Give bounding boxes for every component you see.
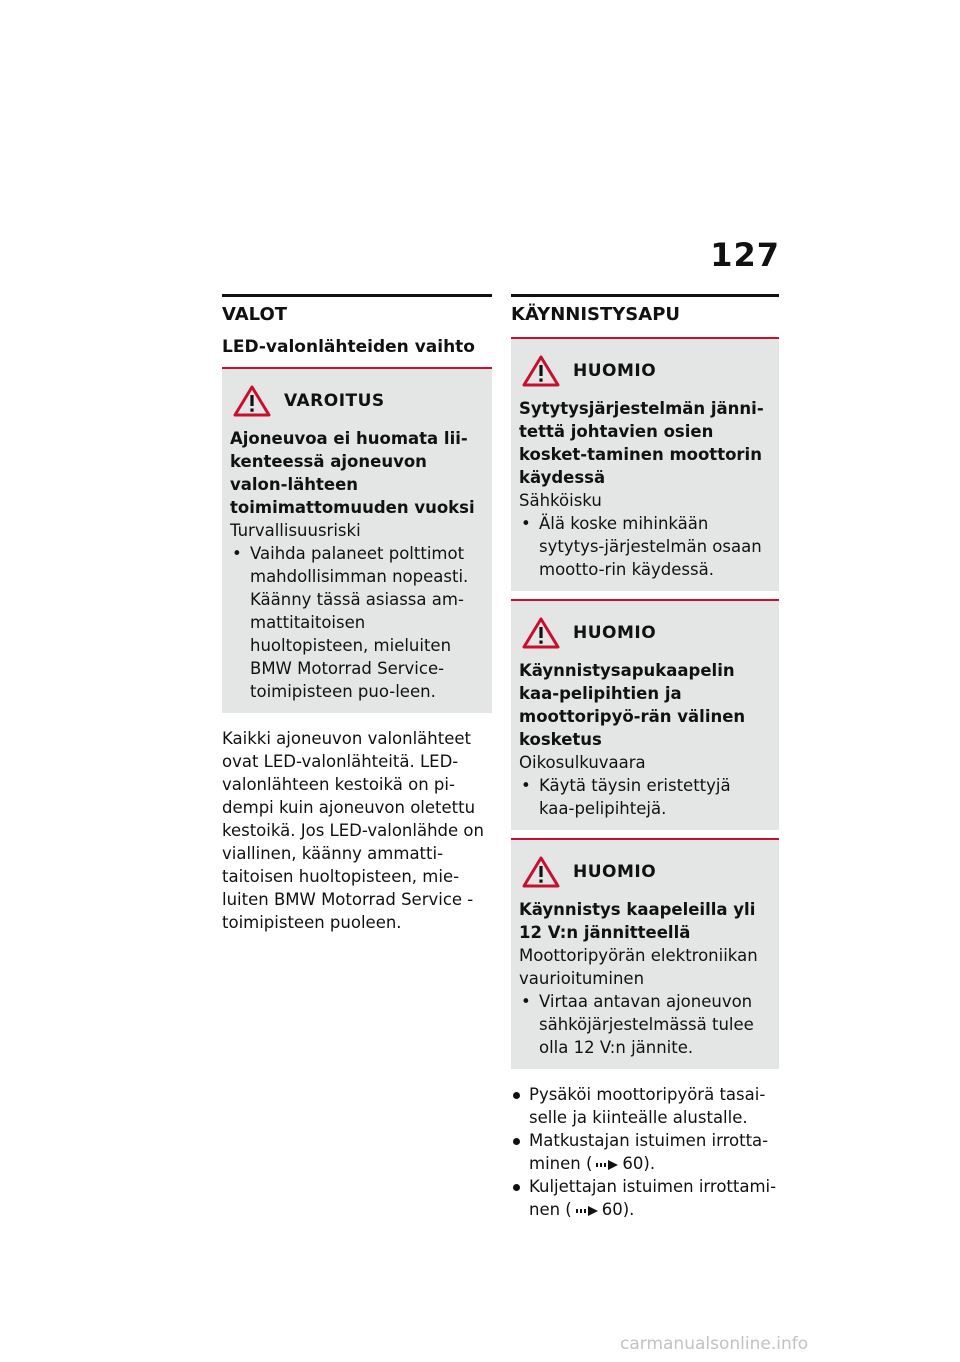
left-column bbox=[222, 294, 492, 934]
warning-label: VAROITUS bbox=[284, 391, 385, 411]
notice-label: HUOMIO bbox=[573, 623, 657, 643]
notice-box-2 bbox=[511, 599, 779, 830]
section-title-valot: VALOT bbox=[222, 304, 288, 325]
notice-header bbox=[519, 852, 771, 892]
step-text-end: ). bbox=[622, 1200, 635, 1219]
step-text: Pysäköi moottoripyörä tasai-selle ja kiinteälle alustalle. bbox=[529, 1085, 766, 1127]
notice-consequence: Sähköisku bbox=[519, 491, 602, 510]
right-column bbox=[511, 294, 779, 1221]
warning-triangle-icon bbox=[521, 855, 561, 889]
notice-label: HUOMIO bbox=[573, 361, 657, 381]
notice-actions bbox=[519, 774, 771, 820]
warning-triangle-icon bbox=[232, 384, 272, 418]
spacer bbox=[511, 591, 779, 599]
section-rule bbox=[222, 294, 492, 297]
notice-header bbox=[519, 613, 771, 653]
notice-consequence: Oikosulkuvaara bbox=[519, 753, 646, 772]
notice-header bbox=[519, 351, 771, 391]
led-info-paragraph: Kaikki ajoneuvon valonlähteet ovat LED-valonlähteitä. LED-valonlähteen kestoikä on pi-dempi kuin ajoneuvon oletettu kestoikä. Jos LED-valonlähde on viallinen, käänny ammatti-taitoisen huoltopisteen, mie-luiten BMW Motorrad Service -toimipisteen puoleen. bbox=[222, 729, 484, 932]
step-item bbox=[511, 1083, 779, 1129]
step-text: Matkustajan istuimen irrotta-minen ( bbox=[529, 1131, 769, 1173]
page-reference-arrow-icon bbox=[575, 1204, 599, 1218]
warning-header bbox=[230, 381, 484, 421]
notice-box-1 bbox=[511, 337, 779, 591]
notice-hazard: Käynnistysapukaapelin kaa-pelipihtien ja moottoripyö-rän välinen kosketus bbox=[519, 661, 746, 749]
notice-action-item: • Virtaa antavan ajoneuvon sähköjärjestelmässä tulee olla 12 V:n jännite. bbox=[519, 990, 771, 1059]
notice-box-3 bbox=[511, 838, 779, 1069]
procedure-steps bbox=[511, 1083, 779, 1221]
warning-hazard: Ajoneuvoa ei huomata lii-kenteessä ajoneuvon valon-lähteen toimimattomuuden vuoksi bbox=[230, 429, 475, 517]
step-text: Kuljettajan istuimen irrottami-nen ( bbox=[529, 1177, 777, 1219]
warning-triangle-icon bbox=[521, 616, 561, 650]
notice-actions bbox=[519, 512, 771, 581]
step-item bbox=[511, 1175, 779, 1221]
notice-action-item: • Älä koske mihinkään sytytys-järjestelmän osaan mootto-rin käydessä. bbox=[519, 512, 771, 581]
notice-hazard: Sytytysjärjestelmän jänni-tettä johtavien osien kosket-taminen moottorin käydessä bbox=[519, 399, 764, 487]
watermark: carmanualsonline.info bbox=[620, 1334, 809, 1354]
notice-consequence: Moottoripyörän elektroniikan vaurioituminen bbox=[519, 946, 758, 988]
notice-hazard: Käynnistys kaapeleilla yli 12 V:n jännitteellä bbox=[519, 900, 756, 942]
step-text-end: ). bbox=[643, 1154, 656, 1173]
page-reference-link[interactable]: 60 bbox=[601, 1200, 623, 1219]
page-number: 127 bbox=[710, 236, 780, 274]
warning-triangle-icon bbox=[521, 354, 561, 388]
page-reference-arrow-icon bbox=[595, 1158, 619, 1172]
warning-consequence: Turvallisuusriski bbox=[230, 521, 361, 540]
warning-action-item: • Vaihda palaneet polttimot mahdollisimman nopeasti. Käänny tässä asiassa am-mattitaitoisen huoltopisteen, mieluiten BMW Motorrad Service-toimipisteen puo-leen. bbox=[230, 542, 484, 703]
subsection-title: LED-valonlähteiden vaihto bbox=[222, 337, 475, 357]
notice-action-item: • Käytä täysin eristettyjä kaa-pelipihtejä. bbox=[519, 774, 771, 820]
spacer bbox=[511, 830, 779, 838]
notice-actions bbox=[519, 990, 771, 1059]
section-title-kaynnistysapu: KÄYNNISTYSAPU bbox=[511, 304, 680, 325]
warning-box bbox=[222, 367, 492, 713]
page-reference-link[interactable]: 60 bbox=[622, 1154, 644, 1173]
section-rule bbox=[511, 294, 779, 297]
step-item bbox=[511, 1129, 779, 1175]
warning-actions bbox=[230, 542, 484, 703]
notice-label: HUOMIO bbox=[573, 862, 657, 882]
